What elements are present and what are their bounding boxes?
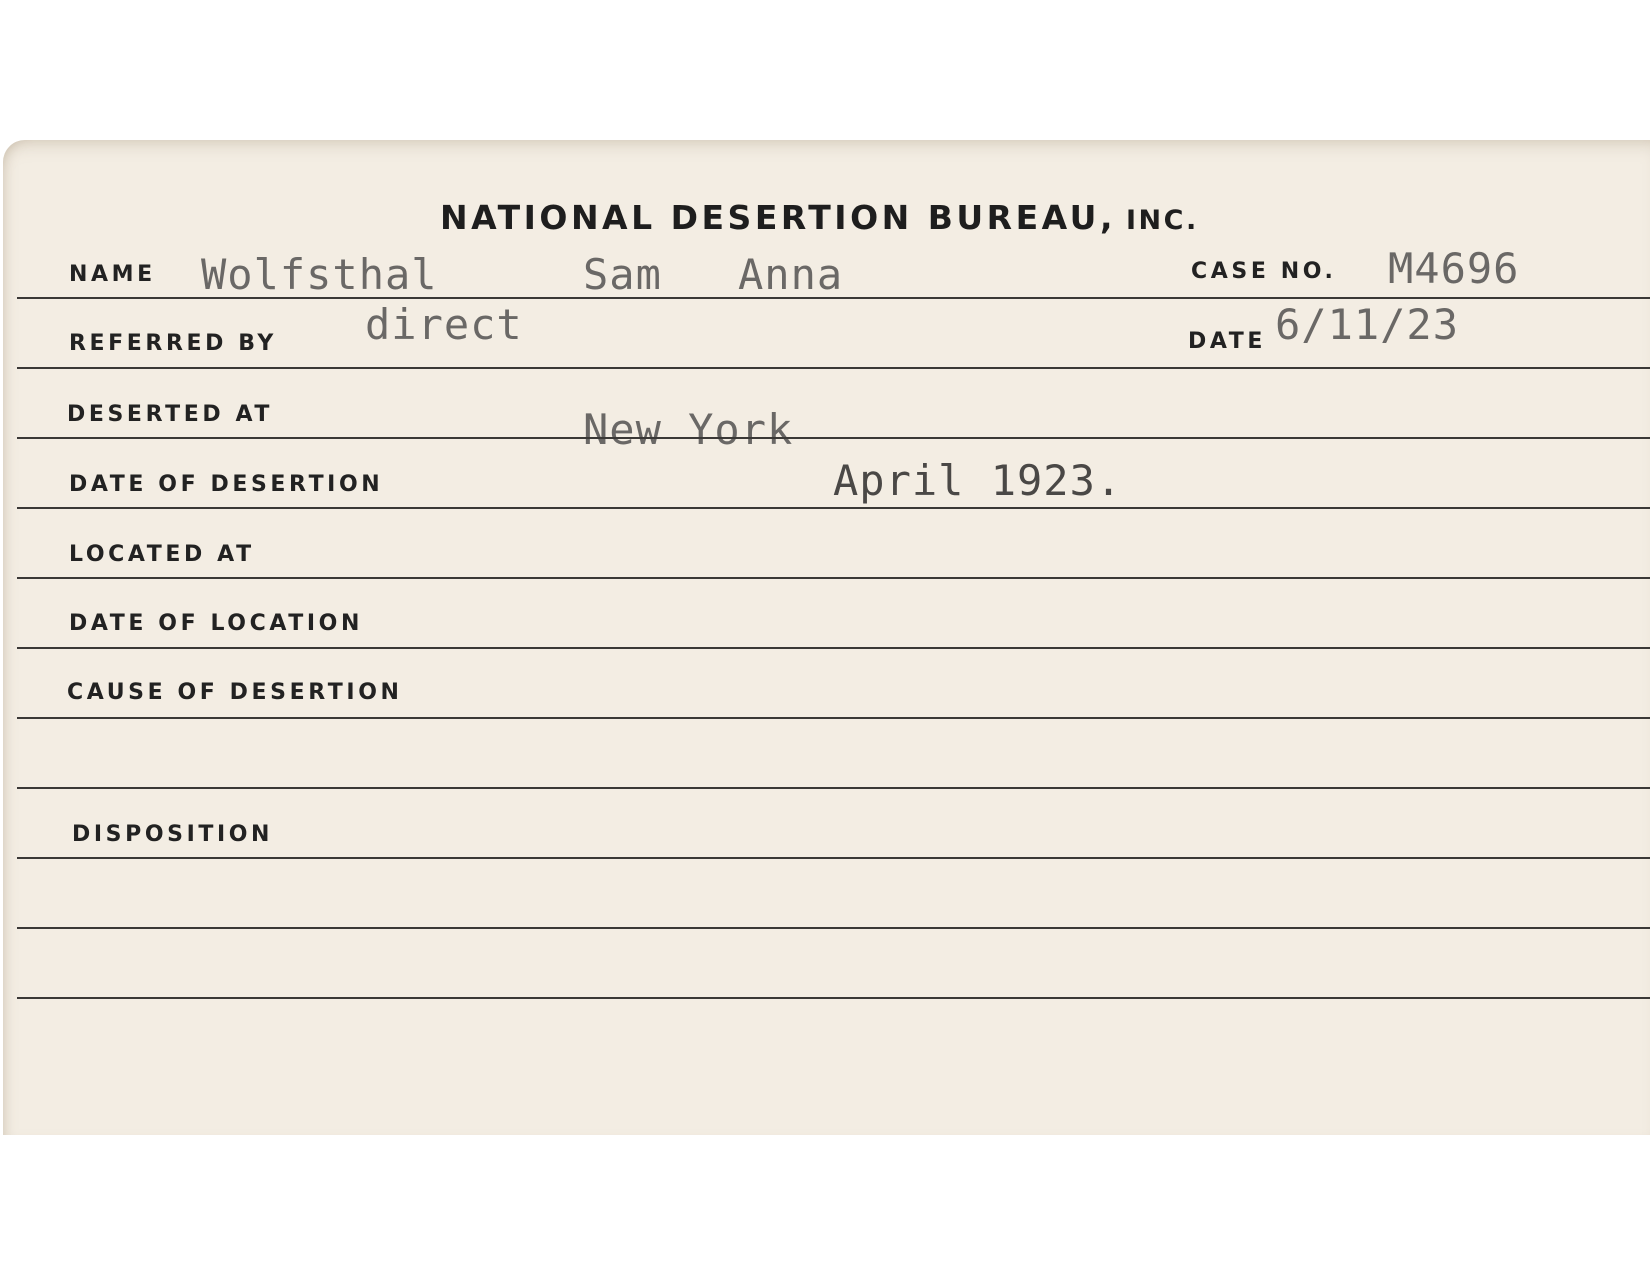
deserted-at-label: DESERTED AT xyxy=(67,402,273,427)
disposition-label: DISPOSITION xyxy=(72,822,274,847)
referred-by-value: direct xyxy=(365,300,523,349)
located-at-label: LOCATED AT xyxy=(69,542,255,567)
rule-disposition xyxy=(17,857,1650,859)
rule-date-of-desertion xyxy=(17,507,1650,509)
case-no-label: CASE NO. xyxy=(1191,259,1337,284)
name-surname-value: Wolfsthal xyxy=(201,250,438,299)
heading-text: NATIONAL DESERTION BUREAU, xyxy=(440,198,1116,237)
name-label: NAME xyxy=(69,262,156,287)
name-first-value: Sam xyxy=(583,250,662,299)
rule-disposition-extra-1 xyxy=(17,927,1650,929)
rule-deserted-at xyxy=(17,437,1650,439)
referred-by-label: REFERRED BY xyxy=(69,331,277,356)
date-of-location-label: DATE OF LOCATION xyxy=(69,611,363,636)
deserted-at-value: New York xyxy=(583,405,794,454)
date-label: DATE xyxy=(1188,329,1267,354)
cause-of-desertion-label: CAUSE OF DESERTION xyxy=(67,680,403,705)
rule-name xyxy=(17,297,1650,299)
date-of-desertion-label: DATE OF DESERTION xyxy=(69,472,384,497)
case-no-value: M4696 xyxy=(1388,244,1520,293)
date-of-desertion-value: April 1923. xyxy=(833,456,1123,505)
heading-suffix: INC. xyxy=(1126,205,1199,236)
rule-located-at xyxy=(17,577,1650,579)
index-card xyxy=(3,140,1650,1135)
card-heading xyxy=(440,198,1199,237)
rule-referred-by xyxy=(17,367,1650,369)
rule-date-of-location xyxy=(17,647,1650,649)
rule-disposition-extra-2 xyxy=(17,997,1650,999)
rule-cause-of-desertion xyxy=(17,717,1650,719)
date-value: 6/11/23 xyxy=(1275,300,1460,349)
rule-cause-of-desertion-extra xyxy=(17,787,1650,789)
name-second-value: Anna xyxy=(738,250,844,299)
